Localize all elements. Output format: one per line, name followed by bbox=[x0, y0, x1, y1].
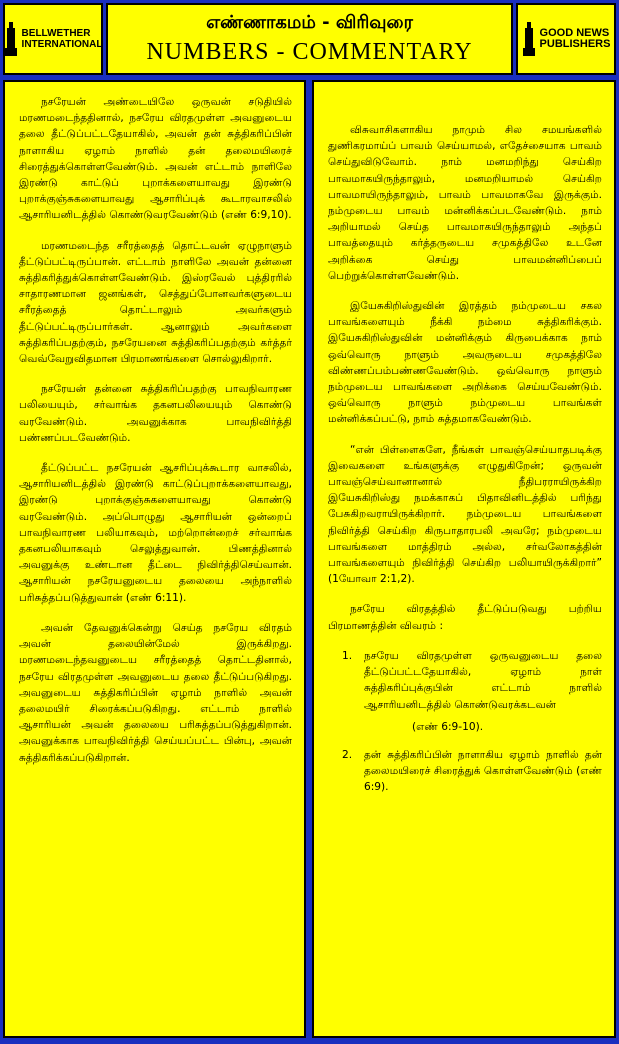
bell-tower-icon bbox=[522, 22, 536, 56]
logo-line-2: INTERNATIONAL bbox=[21, 39, 103, 50]
paragraph: தீட்டுப்பட்ட நசரேயன் ஆசரிப்புக்கூடார வாசலில், ஆசாரியனிடத்தில் இரண்டு காட்டுப்புறாக்களையாவது, இரண்டு புறாக்குஞ்சுகளையாவது கொண்டு வரவேண்டும். அப்பொழுது ஆசாரியன் ஒன்றைப் பாவநிவாரண பலியாகவும், மற்றொன்றைச் சர்வாங்க தகனபலியாகவும் செலுத்துவான். பிணத்தினால் அவனுக்கு உண்டான தீட்டை நிவிர்த்திசெய்வான். ஆசாரியன் நசரேயனுடைய தலையை அந்நாளில் பரிசுத்தப்படுத்துவான் (எண் 6:11). bbox=[19, 462, 292, 604]
paragraph: மரணமடைந்த சரீரத்தைத் தொட்டவன் ஏழுநாளும் தீட்டுப்பட்டிருப்பான். எட்டாம் நாளிலே அவன் தன்னை சுத்திகரித்துக்கொள்ளவேண்டும். இஸ்ரவேல் புத்திரரில் சாதாரணமான ஜனங்கள், செத்துப்போனவர்களுடைய சரீரத்தைத் தொட்டாலும் அவர்களும் தீட்டுப்பட்டிருப்பார்கள். ஆனாலும் அவர்களை சுத்திகரிப்பதற்கும், நசரேயனை சுத்திகரிப்பதற்கும் கர்த்தர் வெவ்வேறுவிதமான பிரமாணங்களை சொல்லுகிறார். bbox=[19, 239, 292, 366]
paragraph: விசுவாசிகளாகிய நாமும் சில சமயங்களில் துணிகரமாய்ப் பாவம் செய்யாமல், எதேச்சையாக பாவம் செய்துவிடுவோம். நாம் மனமறிந்து செய்கிற பாவமாகயிருந்தாலும், மனமறியாமல் செய்கிற பாவமாயிருந்தாலும், பாவம் பாவமாகவே இருக்கும். நம்முடைய பாவம் மன்னிக்கப்படவேண்டும். நாம் அறியாமல் செய்த பாவமாகயிருந்தாலும் அந்தப் பாவத்தையும் கர்த்தருடைய சமுகத்திலே உடனே அறிக்கை செய்து பாவமன்னிப்பைப் பெற்றுக்கொள்ளவேண்டும். bbox=[328, 124, 602, 282]
title-box bbox=[106, 3, 513, 75]
bell-tower-icon bbox=[4, 22, 18, 56]
paragraph: நசரேயன் தன்னை சுத்திகரிப்பதற்கு பாவநிவாரண பலியையும், சர்வாங்க தகனபலியையும் கொண்டு வரவேண்டும். அவனுக்காக பாவநிவிர்த்தி பண்ணப்படவேண்டும். bbox=[19, 383, 292, 444]
good-news-logo bbox=[516, 3, 616, 75]
right-column bbox=[312, 80, 616, 1038]
rules-list bbox=[328, 648, 602, 796]
paragraph: நசரேய விரதத்தில் தீட்டுப்படுவது பற்றிய பிரமாணத்தின் விவரம் : bbox=[328, 603, 602, 632]
list-item bbox=[328, 747, 602, 796]
page-header bbox=[3, 3, 616, 75]
paragraph: “என் பிள்ளைகளே, நீங்கள் பாவஞ்செய்யாதபடிக்கு இவைகளை உங்களுக்கு எழுதுகிறேன்; ஒருவன் பாவஞ்செய்வானானால் நீதிபரராயிருக்கிற இயேசுகிறிஸ்து நமக்காகப் பிதாவினிடத்தில் பரிந்து பேசுகிறவராயிருக்கிறார். நம்முடைய பாவங்களை நிவிர்த்தி செய்கிற கிருபாதாரபலி அவரே; நம்முடைய பாவங்களை மாத்திரம் அல்ல, சர்வலோகத்தின் பாவங்களையும் நிவிர்த்தி செய்கிற பலியாயிருக்கிறார்” (1யோவா 2:1,2). bbox=[328, 443, 602, 586]
list-text: தன் சுத்திகரிப்பின் நாளாகிய ஏழாம் நாளில் தன் தலைமயிரைச் சிரைத்துக் கொள்ளவேண்டும் (எண் 6:9). bbox=[364, 748, 602, 794]
list-reference: (எண் 6:9-10). bbox=[412, 720, 484, 733]
paragraph: இயேசுகிறிஸ்துவின் இரத்தம் நம்முடைய சகல பாவங்களையும் நீக்கி நம்மை சுத்திகரிக்கும். இயேசுகிறிஸ்துவின் மன்னிக்கும் கிருபைக்காக நாம் ஒவ்வொரு நாளும் அவருடைய சமுகத்திலே விண்ணப்பம்பண்ணவேண்டும். ஒவ்வொரு நாளும் நம்முடைய பாவங்களை அறிக்கை செய்யவேண்டும். ஒவ்வொரு நாளும் நம்முடைய பாவங்கள் மன்னிக்கப்பட்டு, நாம் சுத்தமாகவேண்டும். bbox=[328, 300, 602, 426]
list-number: 2. bbox=[342, 748, 353, 761]
list-item bbox=[328, 648, 602, 735]
title-tamil: எண்ணாகமம் - விரிவுரை bbox=[206, 12, 413, 33]
list-number: 1. bbox=[342, 649, 353, 662]
paragraph: நசரேயன் அண்டையிலே ஒருவன் சடுதியில் மரணமடைந்ததினால், நசரேய விரதமுள்ள அவனுடைய தலை தீட்டுப்பட்டதேயாகில், அவன் தன் சுத்திகரிப்பின் நாளாகிய ஏழாம் நாளில் தன் தலைமயிரைச் சிரைத்துக்கொள்ளவேண்டும். அவன் எட்டாம் நாளிலே இரண்டு காட்டுப் புறாக்களையாவது இரண்டு புறாக்குஞ்சுகளையாவது ஆசாரிப்புக் கூடாரவாசலில் ஆசாரியனிடத்தில் கொண்டுவரவேண்டும் (எண் 6:9,10). bbox=[19, 96, 292, 222]
list-text: நசரேய விரதமுள்ள ஒருவனுடைய தலை தீட்டுப்பட்டதேயாகில், ஏழாம் நாள் சுத்திகரிப்புக்குபின் எட்டாம் நாளில் ஆசாரியனிடத்தில் கொண்டுவரக்கடவன் bbox=[364, 649, 602, 711]
logo-line-2: PUBLISHERS bbox=[539, 38, 611, 50]
title-english: NUMBERS - COMMENTARY bbox=[146, 39, 473, 65]
bellwether-logo bbox=[3, 3, 103, 75]
left-column bbox=[3, 80, 306, 1038]
logo-line-1: GOOD NEWS bbox=[539, 27, 610, 39]
logo-line-1: BELLWETHER bbox=[21, 28, 91, 39]
paragraph: அவன் தேவனுக்கென்று செய்த நசரேய விரதம் அவன் தலையின்மேல் இருக்கிறது. மரணமடைந்தவனுடைய சரீரத்தைத் தொட்டதினால், நசரேய விரதமுள்ள அவனுடைய தலை தீட்டுப்படுகிறது. அவனுடைய சுத்திகரிப்பின் ஏழாம் நாளில் அவன் தலைமயிர் சிரைக்கப்படுகிறது. எட்டாம் நாளில் ஆசாரியன் அவன் தலையை பரிசுத்தப்படுத்துகிறான். அவனுக்காக பாவநிவிர்த்தி செய்யப்பட்ட பின்பு, அவன் சுத்திகரிக்கப்படுகிறான். bbox=[19, 621, 292, 764]
